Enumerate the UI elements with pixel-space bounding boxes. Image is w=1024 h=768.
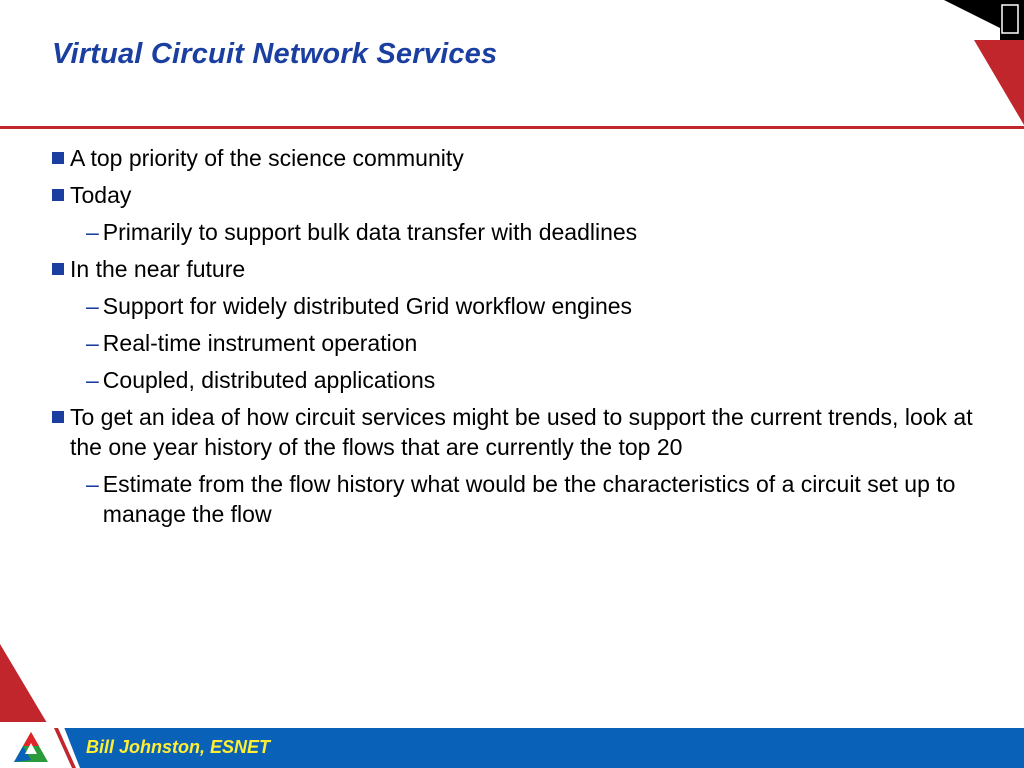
bullet-item — [52, 254, 1002, 284]
bullet-item — [52, 180, 1002, 210]
square-bullet-icon — [52, 263, 64, 275]
square-bullet-icon — [52, 189, 64, 201]
bullet-text: A top priority of the science community — [70, 145, 464, 171]
dash-marker: – — [86, 219, 99, 245]
sub-bullet-item — [86, 365, 1002, 395]
title-divider — [0, 126, 1024, 129]
sub-bullet-item — [86, 291, 1002, 321]
bullet-item — [52, 143, 1002, 173]
sub-bullet-text: Coupled, distributed applications — [102, 367, 436, 393]
esnet-triangle-logo-icon — [12, 730, 50, 766]
dash-marker: – — [86, 293, 99, 319]
square-bullet-icon — [52, 411, 64, 423]
sub-bullet-item — [86, 328, 1002, 358]
sub-bullet-text: Estimate from the flow history what would be the characteristics of a circuit set up to manage the flow — [102, 471, 956, 527]
square-bullet-icon — [52, 152, 64, 164]
sub-bullet-item — [86, 469, 1002, 529]
sub-bullet-text: Support for widely distributed Grid workflow engines — [102, 293, 633, 319]
dash-marker: – — [86, 367, 99, 393]
corner-decoration — [944, 0, 1024, 130]
dash-marker: – — [86, 330, 99, 356]
sub-bullet-text: Primarily to support bulk data transfer with deadlines — [102, 219, 638, 245]
bullet-item — [52, 402, 1002, 462]
slide-title: Virtual Circuit Network Services — [52, 38, 498, 70]
sub-bullet-item — [86, 217, 1002, 247]
dash-marker: – — [86, 471, 99, 497]
bullet-text: Today — [70, 182, 132, 208]
sub-bullet-text: Real-time instrument operation — [102, 330, 418, 356]
bullet-list — [52, 143, 1002, 536]
bullet-text: To get an idea of how circuit services might be used to support the current trends, look at the one year history of the flows that are currently the top 20 — [70, 404, 973, 460]
footer-author: Bill Johnston, ESNET — [86, 737, 271, 757]
bullet-text: In the near future — [70, 256, 246, 282]
